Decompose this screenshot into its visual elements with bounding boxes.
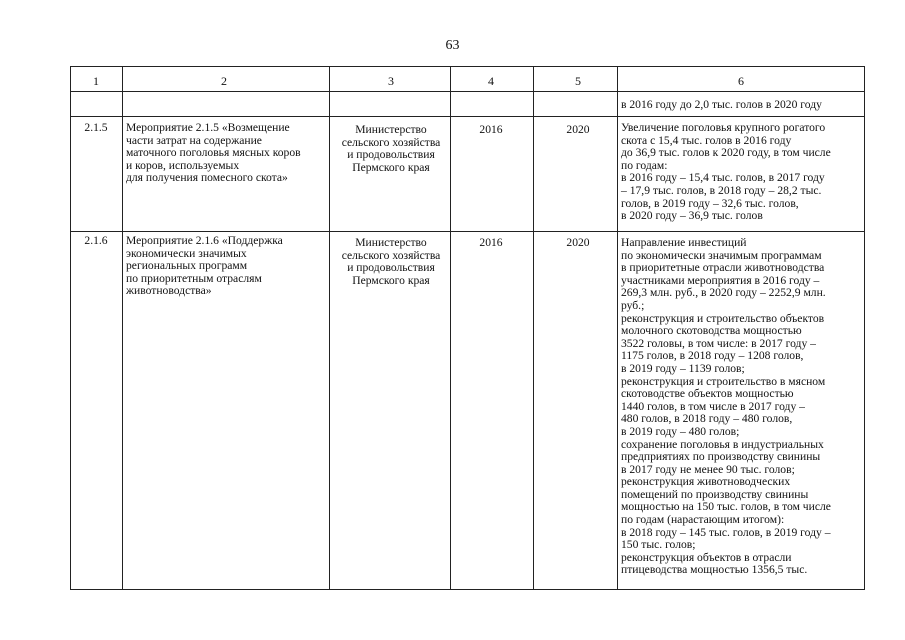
end-year: 2020 (566, 123, 590, 136)
header-cell: 4 (488, 74, 494, 88)
header-cell: 1 (93, 74, 99, 88)
row-code: 2.1.5 (84, 121, 108, 134)
row-divider (70, 116, 865, 117)
expected-result: Увеличение поголовья крупного рогатого скота с 15,4 тыс. голов в 2016 году до 36,9 тыс. голов к 2020 году, в том числе по годам: в 2016 году – 15,4 тыс. голов, в 2017 году – 17,9 тыс. голов, в 2018 году – 28,2 тыс. голов, в 2019 году – 32,6 тыс. голов, в 2020 году – 36,9 тыс. голов (621, 121, 831, 223)
table-top-border (70, 66, 865, 67)
continuation-text: в 2016 году до 2,0 тыс. голов в 2020 году (621, 98, 822, 111)
table-bottom-border (70, 589, 865, 590)
column-border (864, 66, 865, 590)
header-cell: 3 (388, 74, 394, 88)
column-border (533, 66, 534, 590)
page-number: 63 (445, 38, 460, 53)
column-border (617, 66, 618, 590)
data-table (70, 66, 865, 590)
row-code: 2.1.6 (84, 234, 108, 247)
start-year: 2016 (479, 123, 503, 136)
start-year: 2016 (479, 236, 503, 249)
row-divider (70, 231, 865, 232)
end-year: 2020 (566, 236, 590, 249)
measure-name: Мероприятие 2.1.6 «Поддержка экономически значимых региональных программ по приоритетным отраслям животноводства» (126, 234, 283, 298)
header-cell: 6 (738, 74, 744, 88)
column-border (329, 66, 330, 590)
executor: Министерство сельского хозяйства и продовольствия Пермского края (341, 236, 441, 287)
measure-name: Мероприятие 2.1.5 «Возмещение части затрат на содержание маточного поголовья мясных коров и коров, используемых для получения помесного скота» (126, 121, 301, 185)
executor: Министерство сельского хозяйства и продовольствия Пермского края (341, 123, 441, 174)
column-border (122, 66, 123, 590)
expected-result: Направление инвестиций по экономически значимым программам в приоритетные отрасли животноводства участниками мероприятия в 2016 году – 269,3 млн. руб., в 2020 году – 2252,9 млн. руб.; реконструкция и строительство объектов молочного скотоводства мощностью 3522 головы, в том числе: в 2017 году – 1175 голов, в 2018 году – 1208 голов, в 2019 году – 1139 голов; реконструкция и строительство в мясном скотоводстве объектов мощностью 1440 голов, в том числе в 2017 году – 480 голов, в 2018 году – 480 голов, в 2019 году – 480 голов; сохранение поголовья в индустриальных предприятиях по производству свинины в 2017 году не менее 90 тыс. голов; реконструкция животноводческих помещений по производству свинины мощностью на 150 тыс. голов, в том числе по годам (нарастающим итогом): в 2018 году – 145 тыс. голов, в 2019 году – 150 тыс. голов; реконструкция объектов в отрасли птицеводства мощностью 1356,5 тыс. (621, 236, 831, 577)
column-border (70, 66, 71, 590)
column-border (450, 66, 451, 590)
header-bottom-border (70, 91, 865, 92)
header-cell: 5 (575, 74, 581, 88)
header-cell: 2 (221, 74, 227, 88)
